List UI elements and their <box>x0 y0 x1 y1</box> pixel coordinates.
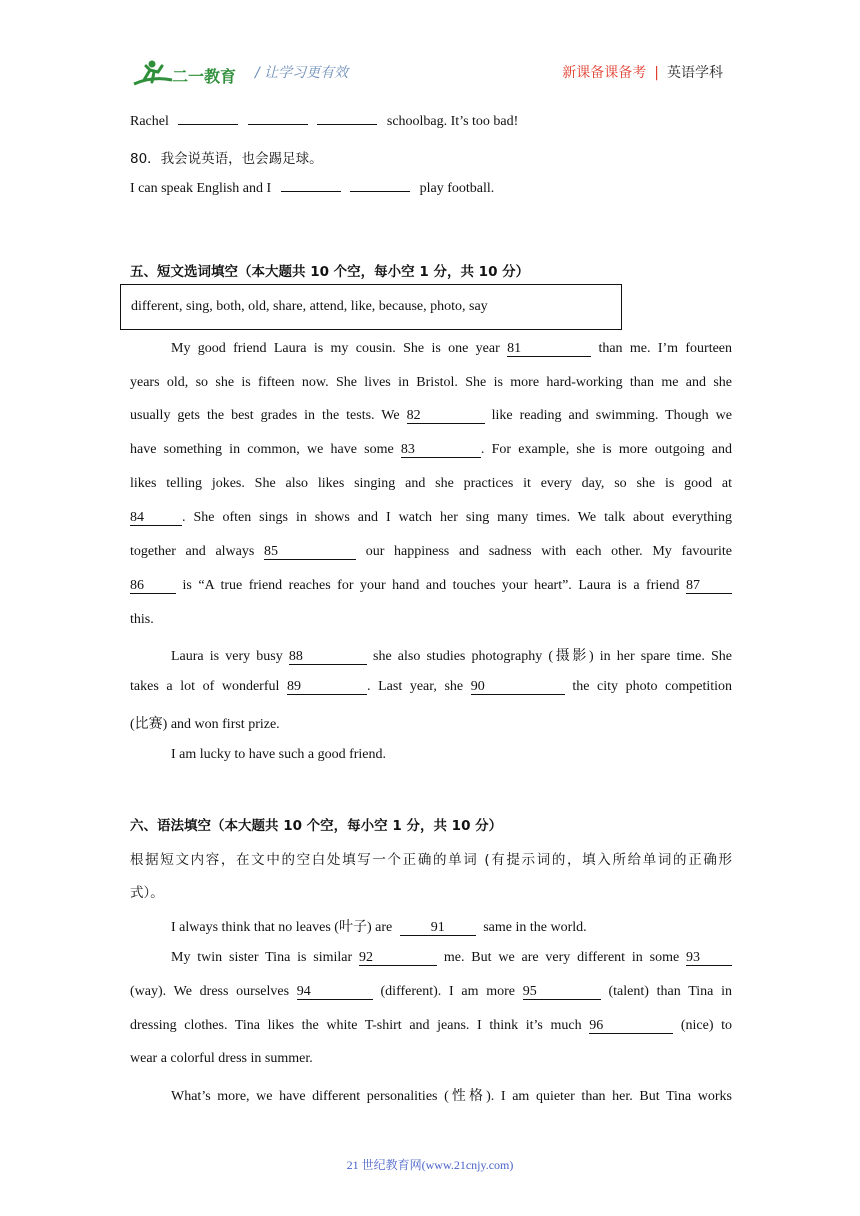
para-line: together and always 85 our happiness and sadness with each other. My favourite <box>130 544 733 559</box>
instruction-line: 式）。 <box>130 885 164 901</box>
para-line: 86 is “A true friend reaches for your hand and touches your heart”. Laura is a friend 87 <box>130 578 732 594</box>
para-line: have something in common, we have some 83 . For example, she is more outgoing and <box>130 442 733 457</box>
logo-icon <box>132 58 242 90</box>
para-line: 84 . She often sings in shows and I watch her sing many times. We talk about everything <box>130 510 732 525</box>
slogan: / 让学习更有效 <box>255 65 349 81</box>
header-separator: | <box>654 65 659 81</box>
section-6-heading: 六、语法填空（本大题共 10 个空，每小空 1 分，共 10 分） <box>130 818 503 834</box>
para-line: dressing clothes. Tina likes the white T-shirt and jeans. I think it’s much 96 (nice) to <box>130 1018 732 1033</box>
q79-line: Rachel schoolbag. It’s too bad! <box>130 114 519 129</box>
blank-96[interactable]: 96 <box>589 1019 673 1034</box>
blank-81[interactable]: 81 <box>507 342 591 357</box>
section-5-heading: 五、短文选词填空（本大题共 10 个空，每小空 1 分，共 10 分） <box>130 264 530 280</box>
para-line: My good friend Laura is my cousin. She is one year 81 than me. I’m fourteen <box>171 341 733 356</box>
word-bank <box>120 284 622 330</box>
blank-89[interactable]: 89 <box>287 680 367 695</box>
instruction-line: 根据短文内容，在文中的空白处填写一个正确的单词 (有提示词的，填入所给单词的正确形 <box>130 852 732 868</box>
blank-95[interactable]: 95 <box>523 985 601 1000</box>
blank-86[interactable]: 86 <box>130 579 176 594</box>
blank-94[interactable]: 94 <box>297 985 373 1000</box>
blank-line[interactable] <box>317 124 377 125</box>
blank-91[interactable]: 91 <box>400 921 476 936</box>
para-line: years old, so she is fifteen now. She lives in Bristol. She is more hard-working than me and she <box>130 375 732 390</box>
header-right <box>562 62 723 82</box>
blank-92[interactable]: 92 <box>359 951 437 966</box>
blank-82[interactable]: 82 <box>407 409 485 424</box>
page-header <box>0 0 860 100</box>
header-subject: 英语学科 <box>667 65 723 81</box>
blank-line[interactable] <box>281 191 341 192</box>
para-line: I always think that no leaves (叶子) are 91 same in the world. <box>171 920 587 935</box>
header-red-text: 新课备课备考 <box>562 65 647 81</box>
para-line: takes a lot of wonderful 89 . Last year, she 90 the city photo competition <box>130 679 733 694</box>
para-line: My twin sister Tina is similar 92 me. But we are very different in some 93 <box>130 950 732 966</box>
para-line: likes telling jokes. She also likes singing and she practices it every day, so she is good at <box>130 476 732 491</box>
para-line: (比赛) and won first prize. <box>130 717 280 732</box>
blank-93[interactable]: 93 <box>686 951 732 966</box>
q80-prompt: 80．我会说英语，也会踢足球。 <box>130 151 323 167</box>
blank-83[interactable]: 83 <box>401 443 481 458</box>
para-line: I am lucky to have such a good friend. <box>171 747 386 762</box>
q80-line: I can speak English and I play football. <box>130 181 495 196</box>
page-footer: 21 世纪教育网(www.21cnjy.com) <box>346 1158 514 1172</box>
para-line: What’s more, we have different personalities (性格). I am quieter than her. But Tina works <box>171 1089 732 1104</box>
blank-line[interactable] <box>178 124 238 125</box>
blank-line[interactable] <box>350 191 410 192</box>
para-line: usually gets the best grades in the tests. We 82 like reading and swimming. Though we <box>130 408 732 423</box>
para-line: Laura is very busy 88 she also studies photography (摄影) in her spare time. She <box>171 649 733 664</box>
blank-87[interactable]: 87 <box>686 579 732 594</box>
svg-text:二一教育: 二一教育 <box>172 67 237 86</box>
blank-85[interactable]: 85 <box>264 545 356 560</box>
para-line: wear a colorful dress in summer. <box>130 1051 313 1066</box>
blank-90[interactable]: 90 <box>471 680 565 695</box>
blank-88[interactable]: 88 <box>289 650 367 665</box>
blank-line[interactable] <box>248 124 308 125</box>
blank-84[interactable]: 84 <box>130 511 182 526</box>
para-line: (way). We dress ourselves 94 (different). I am more 95 (talent) than Tina in <box>130 984 733 999</box>
para-line: this. <box>130 612 154 627</box>
word-bank-text: different, sing, both, old, share, attend, like, because, photo, say <box>131 299 488 314</box>
